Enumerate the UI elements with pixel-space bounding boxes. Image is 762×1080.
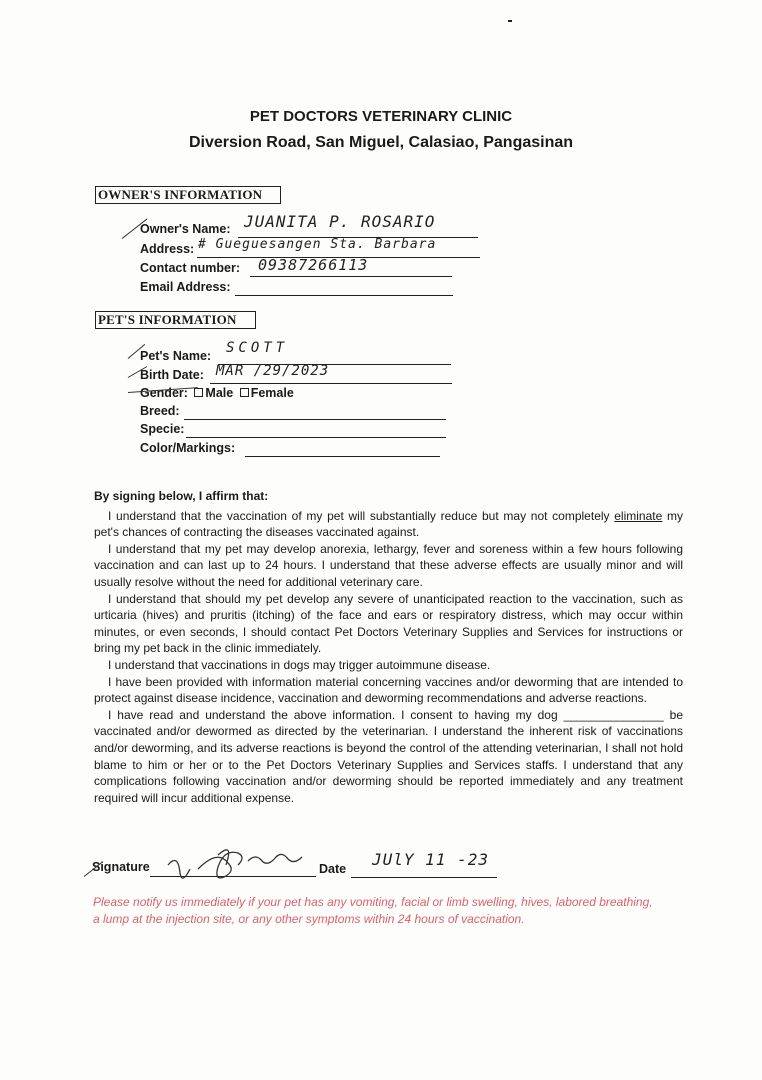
female-checkbox[interactable]: [240, 388, 249, 397]
pet-breed-label: Breed:: [140, 404, 180, 418]
pet-section-title: PET'S INFORMATION: [95, 311, 256, 329]
consent-p1-underlined: eliminate: [614, 508, 663, 523]
female-option-label: Female: [250, 386, 294, 400]
date-row: [319, 861, 346, 878]
owner-section-title: OWNER'S INFORMATION: [95, 186, 281, 204]
owner-address-label: Address:: [140, 242, 195, 256]
pet-name-label: Pet's Name:: [140, 349, 212, 363]
pet-birth-row: [140, 367, 204, 384]
consent-paragraph-5: I have been provided with information material concerning vaccines and/or deworming that are intended to protect against disease incidence, vaccination and deworming recommendations and adverse reactions.: [94, 674, 683, 706]
pet-color-label: Color/Markings:: [140, 441, 236, 455]
pet-birth-label: Birth Date:: [140, 368, 204, 382]
pet-name-row: [140, 348, 211, 365]
consent-paragraph-4: I understand that vaccinations in dogs may trigger autoimmune disease.: [108, 657, 491, 672]
speck-mark: [508, 20, 512, 22]
consent-paragraph-3: I understand that should my pet develop any severe of unanticipated reaction to the vaccination, such as urticaria (hives) and pruritis (itching) of the face and ears or respiratory distress, which may occur within minutes, or even seconds, I should contact Pet Doctors Veterinary Supplies and Services for instructions or bring my pet back in the clinic immediately.: [94, 591, 683, 656]
pet-name-value: SCOTT: [226, 340, 289, 356]
clinic-address: Diversion Road, San Miguel, Calasiao, Pangasinan: [188, 134, 574, 151]
owner-email-label: Email Address:: [140, 280, 231, 294]
owner-name-row: [140, 221, 231, 238]
pet-birth-value: MAR /29/2023: [216, 363, 330, 379]
consent-p1-end: my pet's chances of contracting the diseases vaccinated against.: [94, 508, 683, 540]
date-value: JUlY 11 -23: [372, 850, 489, 869]
pet-specie-field[interactable]: [186, 421, 446, 438]
pet-specie-label: Specie:: [140, 422, 185, 436]
owner-name-label: Owner's Name:: [140, 222, 231, 236]
pet-breed-row: [140, 403, 180, 420]
aftercare-notice: Please notify us immediately if your pet has any vomiting, facial or limb swelling, hives, labored breathing, a lump at the injection site, or any other symptoms within 24 hours of vaccination.: [93, 895, 653, 926]
pet-specie-row: [140, 421, 184, 438]
handwritten-signature: [158, 835, 328, 885]
consent-lead: By signing below, I affirm that:: [94, 489, 269, 503]
owner-name-value: JUANITA P. ROSARIO: [244, 212, 436, 231]
owner-address-row: [140, 241, 194, 258]
consent-paragraph-2: I understand that my pet may develop anorexia, lethargy, fever and soreness within a few hours following vaccination and can last up to 24 hours. I understand that these adverse effects are usually minor and will usually resolve without the need for additional veterinary care.: [94, 541, 683, 589]
date-label: Date: [319, 862, 347, 876]
consent-p1-start: I understand that the vaccination of my pet will substantially reduce but may not completely: [108, 508, 615, 523]
consent-paragraph-6: I have read and understand the above information. I consent to having my dog _______________ be vaccinated and/or dewormed as directed by the veterinarian. I understand the inherent risk of vaccinations and/or deworming, and its adverse reactions is beyond the control of the attending veterinarian, I shall not hold blame to him or her or to the Pet Doctors Veterinary Supplies and Services staffs. I understand that any complications following vaccination and/or deworming should be reported immediately and any treatment required will incur additional expense.: [94, 707, 683, 805]
signature-label: Signature: [92, 860, 150, 874]
owner-address-value: # Gueguesangen Sta. Barbara: [198, 237, 437, 252]
consent-paragraph-1: [94, 508, 683, 541]
pet-breed-field[interactable]: [184, 403, 446, 420]
male-checkbox[interactable]: [194, 388, 203, 397]
owner-email-row: [140, 279, 231, 296]
pet-gender-row: [140, 385, 294, 402]
pet-color-row: [140, 440, 235, 457]
pet-color-field[interactable]: [245, 440, 440, 457]
male-option-label: Male: [205, 386, 234, 400]
owner-contact-row: [140, 260, 240, 277]
clinic-name: PET DOCTORS VETERINARY CLINIC: [249, 108, 513, 125]
owner-email-field[interactable]: [235, 279, 453, 296]
pet-gender-label: Gender:: [140, 386, 188, 400]
owner-contact-value: 09387266113: [258, 256, 369, 274]
consent-text: [94, 488, 683, 806]
owner-contact-label: Contact number:: [140, 261, 240, 275]
